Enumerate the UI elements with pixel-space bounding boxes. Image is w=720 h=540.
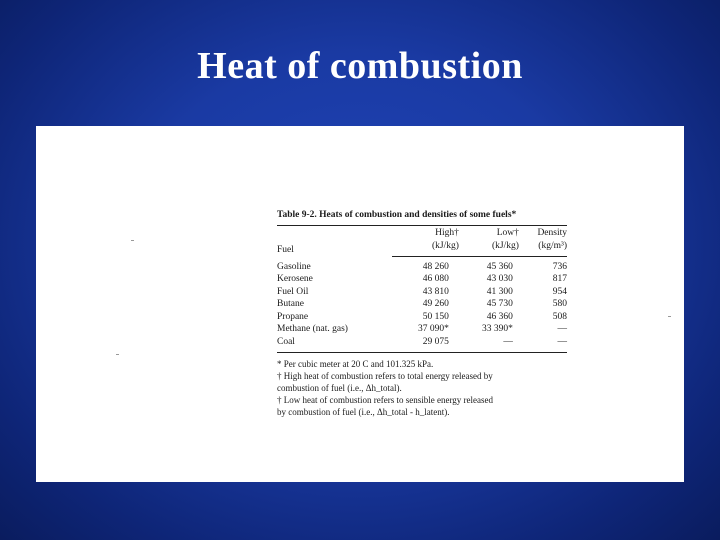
scanned-table-image (36, 126, 684, 482)
cell-low: 43 030 (486, 274, 513, 285)
table-row (277, 311, 567, 324)
cell-density: 508 (552, 311, 567, 322)
cell-high: 29 075 (392, 336, 458, 353)
cell-high: 48 260 (422, 261, 449, 272)
table-row (277, 286, 567, 299)
scan-speck (131, 240, 134, 241)
table-row (277, 256, 567, 273)
footnote-line: † Low heat of combustion refers to sensible energy released (277, 395, 494, 406)
header-low: Low† (496, 228, 519, 238)
table-footnotes (277, 358, 567, 418)
cell-fuel: Butane (277, 299, 304, 310)
cell-low: 46 360 (486, 311, 513, 322)
footnote-line: combustion of fuel (i.e., Δh_total). (277, 383, 402, 394)
header-density: Density (537, 228, 567, 238)
cell-low: — (459, 336, 519, 353)
footnote-line: by combustion of fuel (i.e., Δh_total - h_latent). (277, 407, 450, 418)
cell-density: 954 (552, 286, 567, 297)
fuel-table (277, 226, 567, 353)
cell-low: 33 390* (482, 324, 513, 335)
header-fuel: Fuel (277, 245, 294, 256)
cell-low: 45 360 (486, 261, 513, 272)
cell-fuel: Coal (277, 336, 392, 353)
cell-fuel: Fuel Oil (277, 286, 309, 297)
cell-fuel: Methane (nat. gas) (277, 324, 348, 335)
cell-high: 50 150 (422, 311, 449, 322)
cell-high: 46 080 (422, 274, 449, 285)
header-high: High† (435, 228, 459, 238)
cell-high: 49 260 (422, 299, 449, 310)
slide-title: Heat of combustion (197, 45, 523, 87)
cell-fuel: Kerosene (277, 274, 313, 285)
scan-speck (668, 316, 671, 317)
footnote-line: † High heat of combustion refers to total energy released by (277, 371, 493, 382)
cell-fuel: Propane (277, 311, 309, 322)
cell-low: 45 730 (486, 299, 513, 310)
table-row (277, 273, 567, 286)
cell-density: 580 (552, 299, 567, 310)
cell-density: — (557, 324, 567, 335)
cell-high: 43 810 (422, 286, 449, 297)
scan-speck (116, 354, 119, 355)
fuel-table-scan (277, 210, 567, 418)
cell-density: 736 (552, 261, 567, 272)
table-row (277, 298, 567, 311)
cell-fuel: Gasoline (277, 261, 311, 272)
table-row (277, 323, 567, 336)
header-density-unit: (kg/m³) (519, 239, 567, 256)
cell-density: 817 (552, 274, 567, 285)
footnote-line: * Per cubic meter at 20 C and 101.325 kPa. (277, 359, 434, 370)
cell-high: 37 090* (418, 324, 449, 335)
table-caption: Table 9-2. Heats of combustion and densities of some fuels* (277, 210, 517, 220)
header-low-unit: (kJ/kg) (459, 239, 519, 256)
cell-density: — (519, 336, 567, 353)
cell-low: 41 300 (486, 286, 513, 297)
header-high-unit: (kJ/kg) (392, 239, 458, 256)
table-row (277, 336, 567, 353)
